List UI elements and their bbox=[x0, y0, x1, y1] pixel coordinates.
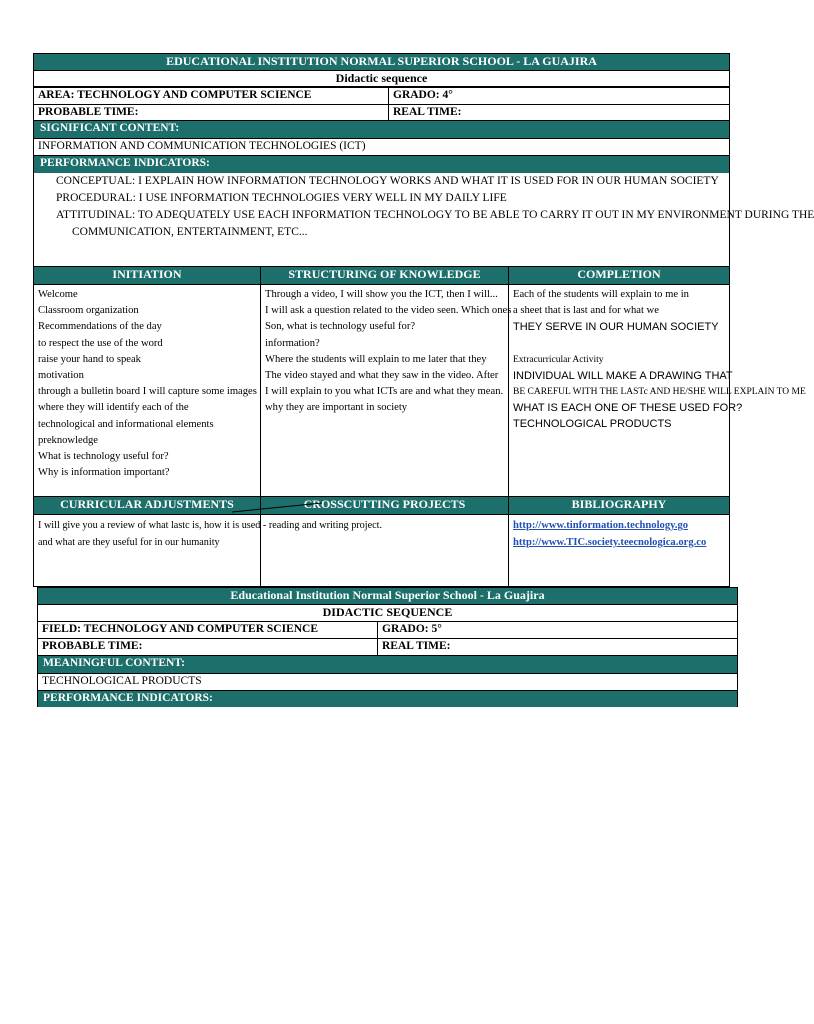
bibliography-header: BIBLIOGRAPHY bbox=[509, 497, 729, 514]
institution-title: EDUCATIONAL INSTITUTION NORMAL SUPERIOR SCHOOL - LA GUAJIRA bbox=[34, 54, 729, 70]
significant-content-label: SIGNIFICANT CONTENT: bbox=[34, 121, 729, 138]
bibliography-links bbox=[509, 515, 729, 553]
performance-indicators-label: PERFORMANCE INDICATORS: bbox=[34, 156, 729, 173]
initiation-line: Classroom organization bbox=[38, 305, 139, 317]
initiation-header: INITIATION bbox=[34, 267, 260, 284]
performance-indicators-label-2: PERFORMANCE INDICATORS: bbox=[38, 691, 737, 707]
curricular-line: and what are they useful for in our humanity bbox=[38, 537, 220, 548]
indicator-procedural: PROCEDURAL: I USE INFORMATION TECHNOLOGIES VERY WELL IN MY DAILY LIFE bbox=[56, 192, 507, 204]
structuring-line: why they are important in society bbox=[265, 402, 408, 414]
initiation-line: Welcome bbox=[38, 289, 78, 300]
completion-header: COMPLETION bbox=[509, 267, 729, 284]
completion-line: TECHNOLOGICAL PRODUCTS bbox=[513, 418, 672, 431]
crosscutting-projects-header: CROSSCUTTING PROJECTS bbox=[261, 497, 508, 514]
initiation-line: Recommendations of the day bbox=[38, 321, 162, 333]
curricular-adjustments-text bbox=[34, 515, 504, 553]
structuring-line: Son, what is technology useful for? bbox=[265, 321, 416, 333]
curricular-line: I will give you a review of what lastc is, how it is used - reading and writing project. bbox=[38, 520, 383, 531]
completion-line: Extracurricular Activity bbox=[513, 354, 604, 365]
initiation-line: motivation bbox=[38, 370, 84, 382]
indicator-conceptual: CONCEPTUAL: I EXPLAIN HOW INFORMATION TECHNOLOGY WORKS AND WHAT IT IS USED FOR IN OUR HUMAN SOCIETY bbox=[56, 175, 719, 187]
field-value: FIELD: TECHNOLOGY AND COMPUTER SCIENCE bbox=[37, 621, 378, 639]
sequence-title-2: DIDACTIC SEQUENCE bbox=[37, 604, 738, 622]
area-field: AREA: TECHNOLOGY AND COMPUTER SCIENCE bbox=[33, 87, 389, 105]
initiation-line: through a bulletin board I will capture some images bbox=[38, 386, 257, 398]
completion-line: WHAT IS EACH ONE OF THESE USED FOR? bbox=[513, 402, 743, 415]
real-time-field-2: REAL TIME: bbox=[377, 638, 738, 656]
structuring-header: STRUCTURING OF KNOWLEDGE bbox=[261, 267, 508, 284]
completion-line: Each of the students will explain to me in bbox=[513, 289, 689, 300]
structuring-line: I will ask a question related to the video seen. Which ones bbox=[265, 305, 512, 317]
grade-field: GRADO: 4° bbox=[388, 87, 730, 105]
significant-content-value: INFORMATION AND COMMUNICATION TECHNOLOGIES (ICT) bbox=[33, 138, 730, 156]
probable-time-field-2: PROBABLE TIME: bbox=[37, 638, 378, 656]
structuring-line: Where the students will explain to me later that they bbox=[265, 353, 487, 365]
initiation-line: Why is information important? bbox=[38, 467, 170, 479]
completion-line: a sheet that is last and for what we bbox=[513, 305, 659, 317]
initiation-line: What is technology useful for? bbox=[38, 451, 169, 463]
bibliography-link[interactable]: http://www.TIC.society.teecnologica.org.co bbox=[513, 537, 707, 548]
institution-title-2: Educational Institution Normal Superior School - La Guajira bbox=[38, 588, 737, 604]
structuring-line: The video stayed and what they saw in the video. After bbox=[265, 370, 499, 382]
completion-line: THEY SERVE IN OUR HUMAN SOCIETY bbox=[513, 321, 719, 334]
initiation-line: raise your hand to speak bbox=[38, 353, 141, 365]
grade-field-2: GRADO: 5° bbox=[377, 621, 738, 639]
initiation-line: technological and informational elements bbox=[38, 418, 214, 430]
curricular-adjustments-header: CURRICULAR ADJUSTMENTS bbox=[34, 497, 260, 514]
real-time-field: REAL TIME: bbox=[388, 104, 730, 121]
structuring-line: Through a video, I will show you the ICT, then I will... bbox=[265, 289, 498, 300]
meaningful-content-value: TECHNOLOGICAL PRODUCTS bbox=[37, 673, 738, 691]
completion-line: BE CAREFUL WITH THE LASTc AND HE/SHE WILL EXPLAIN TO ME bbox=[513, 387, 806, 398]
initiation-line: to respect the use of the word bbox=[38, 337, 163, 349]
structuring-line: information? bbox=[265, 337, 320, 349]
probable-time-field: PROBABLE TIME: bbox=[33, 104, 389, 121]
completion-line: INDIVIDUAL WILL MAKE A DRAWING THAT bbox=[513, 369, 733, 382]
indicator-attitudinal: ATTITUDINAL: TO ADEQUATELY USE EACH INFORMATION TECHNOLOGY TO BE ABLE TO CARRY IT OUT IN MY ENVIRONMENT DURING THE bbox=[56, 209, 814, 221]
meaningful-content-label: MEANINGFUL CONTENT: bbox=[38, 656, 737, 673]
initiation-line: preknowledge bbox=[38, 434, 99, 446]
structuring-line: I will explain to you what ICTs are and what they mean. bbox=[265, 386, 504, 398]
indicator-attitudinal-cont: COMMUNICATION, ENTERTAINMENT, ETC... bbox=[72, 226, 308, 238]
bibliography-link[interactable]: http://www.tinformation.technology.go bbox=[513, 520, 689, 531]
initiation-line: where they will identify each of the bbox=[38, 402, 189, 414]
sequence-title: Didactic sequence bbox=[33, 70, 730, 87]
